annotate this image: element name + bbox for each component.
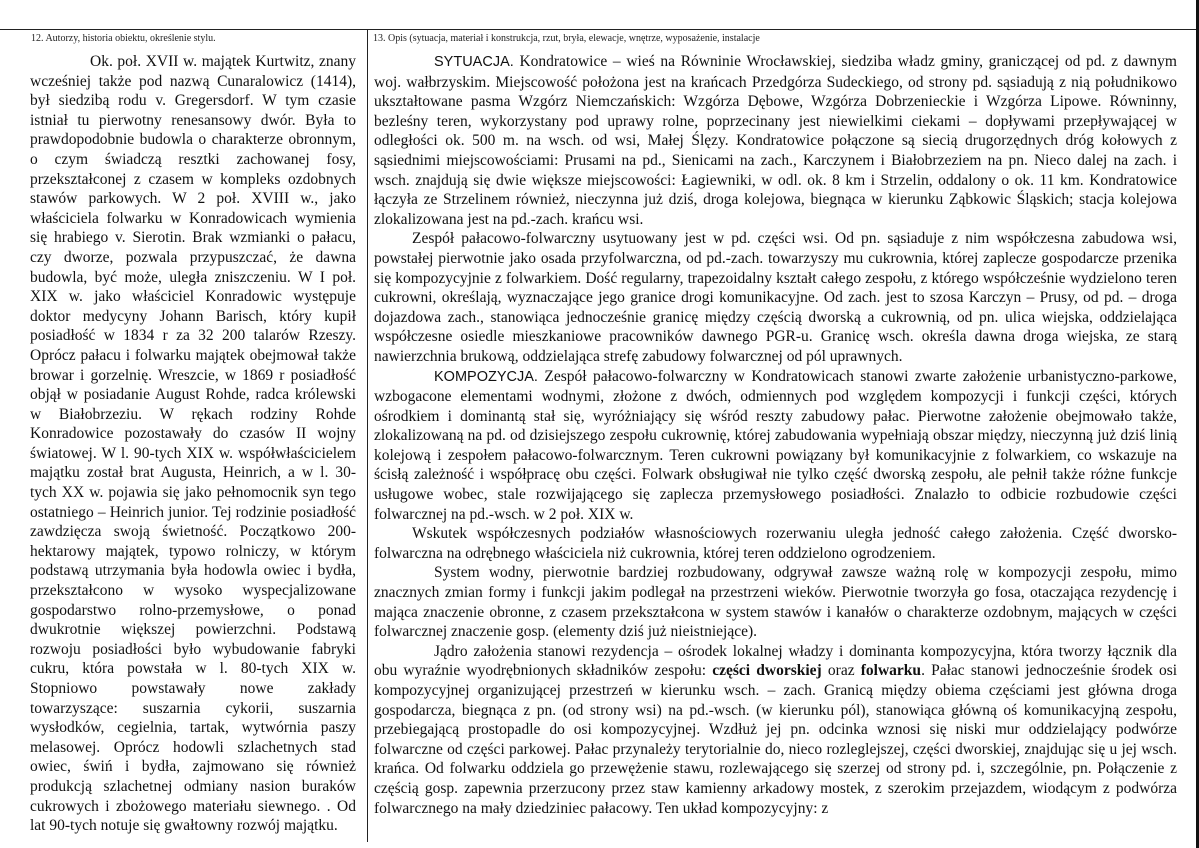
column-divider xyxy=(367,29,368,842)
description-column xyxy=(374,52,1177,818)
situation-paragraph xyxy=(374,52,1177,229)
situation-text: Kondratowice – wieś na Równinie Wrocławskiej, siedziba władz gminy, graniczącej od pd. z dawnym woj. wałbrzyskim. Miejscowość położona jest na krańcach Przedgórza Sudeckiego, od strony pd. sąsiadują z nią południkowo ukształtowane pasma Wzgórz Niemczańskich: Wzgórza Dębowe, Wzgórza Dobrzenieckie i Wzgórza Lipowe. Równinny, bezleśny teren, wykorzystany pod uprawy rolne, poprzecinany jest niewielkimi ciekami – dopływami przepływającej w odległości ok. 500 m. na wsch. od wsi, Małej Ślęzy. Kondratowice połączone są siecią drugorzędnych dróg kołowych z sąsiednimi miejscowościami: Prusami na pd., Sienicami na zach., Karczynem i Białobrzeziem na pn. Nieco dalej na zach. i wsch. znajdują się dwie większe miejscowości: Łagiewniki, w odl. ok. 8 km i Strzelin, oddalony o ok. 11 km. Kondratowice łączyła ze Strzelinem również, nieczynna już dziś, droga kolejowa, biegnąca w kierunku Ząbkowic Śląskich; stacja kolejowa zlokalizowana jest na pd.-zach. krańcu wsi. xyxy=(374,53,1177,228)
ownership-paragraph: Wskutek współczesnych podziałów własnościowych rozerwaniu uległa jedność całego założenia. Część dworsko-folwarczna na odrębnego właściciela niż cukrownia, której teren oddzielono ogrodzeniem. xyxy=(374,525,1177,562)
composition-paragraph xyxy=(374,367,1177,525)
history-column xyxy=(30,52,356,836)
residence-bold-manor: części dworskiej xyxy=(712,662,822,680)
residence-paragraph xyxy=(374,642,1177,818)
residence-text-c: . Pałac stanowi jednocześnie środek osi kompozycyjnej organizującej przestrzeń w kierunku wsch. – zach. Granicą między obiema częściami jest główna droga gospodarcza, biegnąca z pn. (od strony wsi) na pd.-wsch. (w kierunku pól), stanowiąca główną oś komunikacyjną zespołu, przebiegającą prostopadle do osi kompozycyjnej. Wzdłuż jej pn. odcinka wznosi się niski mur oddzielający podwórze folwarczne od części parkowej. Pałac przynależy terytorialnie do, nieco rozleglejszej, części dworskiej, znajdując się u jej wsch. krańca. Od folwarku oddziela go przewężenie stawu, rozlewającego się szerzej od strony pd. i, szczególnie, pn. Połączenie z częścią gosp. zapewnia przerzucony przez staw kamienny arkadowy mostek, z szerokim przejazdem, wiodącym z podwórza folwarcznego na mały dziedziniec pałacowy. Ten układ kompozycyjny: z xyxy=(374,662,1178,817)
residence-text-a: Jądro założenia stanowi rezydencja – ośrodek lokalnej władzy i dominanta kompozycyjna, która tworzy łącznik dla obu wyraźnie wyodrębnionych składników zespołu: xyxy=(374,642,1177,680)
composition-heading: KOMPOZYCJA. xyxy=(434,368,538,385)
water-system-paragraph: System wodny, pierwotnie bardziej rozbudowany, odgrywał zawsze ważną rolę w kompozycji zespołu, mimo znacznych zmian formy i funkcji jakim podlegał na przestrzeni wieków. Pierwotnie tworzyła go fosa, otaczająca rezydencję i mająca znaczenie obronne, z czasem przekształcona w system stawów i kanałów o charakterze ozdobnym, mających w części folwarcznej znaczenie gosp. (elementy dziś już nieistniejące). xyxy=(374,564,1177,641)
situation-heading: SYTUACJA. xyxy=(434,54,514,70)
header-rule xyxy=(0,29,1199,30)
residence-bold-farm: folwarku xyxy=(860,662,922,680)
section-13-header: 13. Opis (sytuacja, materiał i konstrukcja, rzut, bryła, elewacje, wnętrze, wyposażenie, instalacje xyxy=(373,33,760,44)
history-paragraph: Ok. poł. XVII w. majątek Kurtwitz, znany wcześniej także pod nazwą Cunaralowicz (1414), był siedzibą rodu v. Gregersdorf. W tym czasie istniał tu pierwotny renesansowy dwór. Była to prawdopodobnie budowla o charakterze obronnym, o czym świadczą resztki zachowanej fosy, przekształconej z czasem w kompleks ozdobnych stawów parkowych. W 2 poł. XVIII w., jako właściciela folwarku w Konradowicach wymienia się hrabiego v. Sierotin. Brak wzmianki o pałacu, czy dworze, pozwala przypuszczać, że dawna budowla, być może, uległa zniszczeniu. W I poł. XIX w. jako właściciel Konradowic występuje doktor medycyny Johann Barisch, który kupił posiadłość w 1834 r za 32 200 talarów Rzeszy. Oprócz pałacu i folwarku majątek obejmował także browar i gorzelnię. Wreszcie, w 1869 r posiadłość objął w posiadanie August Rohde, radca królewski w Białobrzeziu. W rękach rodziny Rohde Konradowice pozostawały do czasów II wojny światowej. W l. 90-tych XIX w. współwłaścicielem majątku został brat Augusta, Heinrich, a w l. 30-tych XX w. pojawia się jako pełnomocnik syn tego ostatniego – Heinrich junior. Tej rodzinie posiadłość zawdzięcza swoją świetność. Początkowo 200-hektarowy majątek, typowo rolniczy, w którym podstawą utrzymania była hodowla owiec i bydła, przekształcono w wysoko wyspecjalizowane gospodarstwo rolno-przemysłowe, o ponad dwukrotnie większej powierzchni. Podstawą rozwoju posiadłości było wybudowanie fabryki cukru, która powstała w l. 80-tych XIX w. Stopniowo powstawały nowe zakłady towarzyszące: suszarnia cykorii, suszarnia wysłodków, cegielnia, tartak, wytwórnia paszy melasowej. Oprócz hodowli szlachetnych stad owiec, świń i bydła, zajmowano się również produkcją szlachetnej odmiany nasion buraków cukrowych i zbożowego materiału siewnego. . Od lat 90-tych notuje się gwałtowny rozwój majątku. xyxy=(30,53,356,835)
composition-text: Zespół pałacowo-folwarczny w Kondratowicach stanowi zwarte założenie urbanistyczno-parkowe, wzbogacone elementami wodnymi, złożone z dwóch, odmiennych pod względem kompozycji i funkcji części, których ośrodkiem i dominantą stał się, wyróżniający się wśród reszty zabudowy pałac. Pierwotne założenie obejmowało także, zlokalizowaną na pd. od dzisiejszego zespołu cukrownię, której zabudowania wypełniają obszar między, nieczynną już dziś linią kolejową i zespołem pałacowo-folwarcznym. Teren cukrowni powiązany był komunikacyjnie z folwarkiem, co wskazuje na ścisłą zależność i współpracę obu części. Folwark obsługiwał nie tylko część dworską zespołu, ale pełnił także różne funkcje usługowe wobec, stale rozwijającego się zaplecza przemysłowego posiadłości. Znalazło to odbicie rozbudowie części folwarcznej na pd.-wsch. w 2 poł. XIX w. xyxy=(374,367,1177,523)
complex-location-paragraph: Zespół pałacowo-folwarczny usytuowany jest w pd. części wsi. Od pn. sąsiaduje z nim współczesna zabudowa wsi, powstałej pierwotnie jako osada przyfolwarczna, od pd.-zach. towarzyszy mu cukrownia, której zaplecze gospodarcze przenika się kompozycyjnie z folwarkiem. Dość regularny, trapezoidalny kształt całego zespołu, z którego współcześnie wydzielono teren cukrowni, określają, wyznaczające jego granice drogi komunikacyjne. Od zach. jest to szosa Karczyn – Prusy, od pd. – droga dojazdowa zach., stanowiąca jednocześnie granicę między częścią dworską a cukrownią, od pn. ulica wiejska, oddzielająca współczesne osiedle mieszkaniowe pracowników dawnego PGR-u. Granicę wsch. określa dawna droga wiejska, ze starą nawierzchnia brukową, oddzielająca strefę zabudowy folwarcznej od pól uprawnych. xyxy=(374,230,1177,365)
residence-text-b: oraz xyxy=(827,662,855,680)
section-12-header: 12. Autorzy, historia obiektu, określenie stylu. xyxy=(31,33,216,44)
